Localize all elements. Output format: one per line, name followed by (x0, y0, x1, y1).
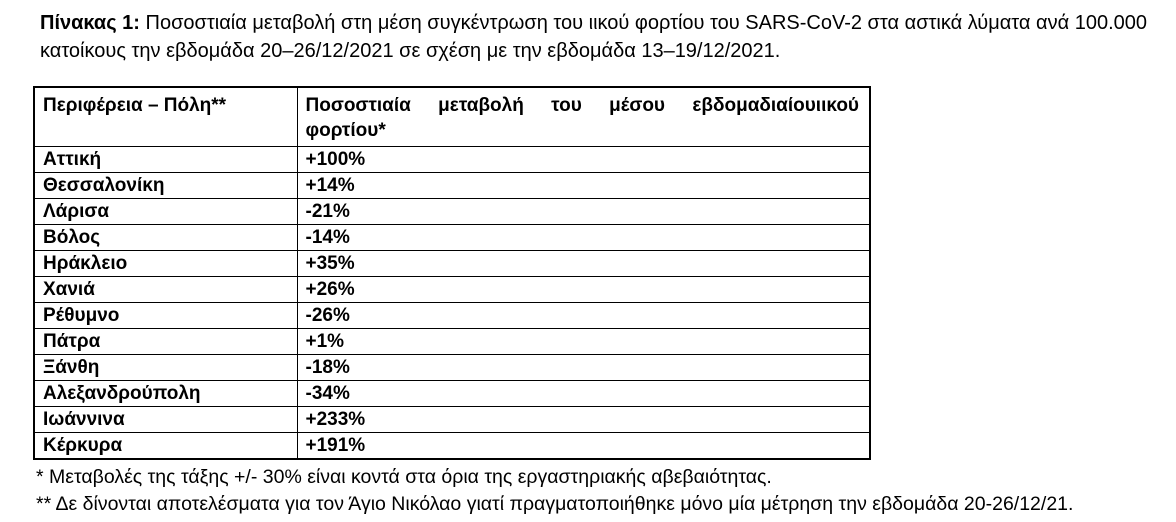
table-row (34, 172, 870, 198)
change-cell: -34% (297, 380, 870, 406)
column-header-percent-change (297, 87, 870, 146)
change-cell: -26% (297, 302, 870, 328)
city-cell: Πάτρα (34, 328, 297, 354)
city-cell: Θεσσαλονίκη (34, 172, 297, 198)
city-cell: Βόλος (34, 224, 297, 250)
city-cell: Λάρισα (34, 198, 297, 224)
footnotes (36, 464, 1156, 518)
table-caption-label: Πίνακας 1: (40, 12, 140, 34)
table-header-row (34, 87, 870, 146)
city-cell: Αλεξανδρούπολη (34, 380, 297, 406)
table-row (34, 380, 870, 406)
table-row (34, 302, 870, 328)
column-header-percent-change-line1: Ποσοστιαία μεταβολή του μέσου εβδομαδιαίουιικού (305, 95, 859, 116)
city-cell: Κέρκυρα (34, 432, 297, 459)
city-cell: Ηράκλειο (34, 250, 297, 276)
city-cell: Χανιά (34, 276, 297, 302)
table-row (34, 146, 870, 172)
wastewater-change-table (33, 86, 871, 460)
table-row (34, 406, 870, 432)
footnote-lab-uncertainty: * Μεταβολές της τάξης +/- 30% είναι κοντά στα όρια της εργαστηριακής αβεβαιότητας. (36, 465, 772, 488)
table-row (34, 224, 870, 250)
table-body (34, 146, 870, 459)
table-row (34, 328, 870, 354)
change-cell: +191% (297, 432, 870, 459)
city-cell: Ιωάννινα (34, 406, 297, 432)
change-cell: +35% (297, 250, 870, 276)
table-row (34, 354, 870, 380)
table-row (34, 276, 870, 302)
column-header-region-city: Περιφέρεια – Πόλη** (34, 87, 297, 146)
table-row (34, 250, 870, 276)
table-caption-text-line2: κατοίκους την εβδομάδα 20–26/12/2021 σε σχέση με την εβδομάδα 13–19/12/2021. (40, 40, 781, 62)
change-cell: +1% (297, 328, 870, 354)
table-row (34, 198, 870, 224)
change-cell: -14% (297, 224, 870, 250)
change-cell: +26% (297, 276, 870, 302)
table-caption (40, 9, 1155, 65)
city-cell: Αττική (34, 146, 297, 172)
column-header-percent-change-line2: φορτίου* (305, 120, 386, 141)
table-row (34, 432, 870, 459)
footnote-agios-nikolaos: ** Δε δίνονται αποτελέσματα για τον Άγιο Νικόλαο γιατί πραγματοποιήθηκε μόνο μία μέτρηση την εβδομάδα 20-26/12/21. (36, 492, 1074, 515)
city-cell: Ξάνθη (34, 354, 297, 380)
change-cell: +14% (297, 172, 870, 198)
change-cell: -18% (297, 354, 870, 380)
table-header (34, 87, 870, 146)
change-cell: +100% (297, 146, 870, 172)
change-cell: +233% (297, 406, 870, 432)
city-cell: Ρέθυμνο (34, 302, 297, 328)
change-cell: -21% (297, 198, 870, 224)
table-caption-text-line1: Ποσοστιαία μεταβολή στη μέση συγκέντρωση του ιικού φορτίου του SARS-CoV-2 στα αστικά λύματα ανά 100.000 (145, 12, 1148, 34)
